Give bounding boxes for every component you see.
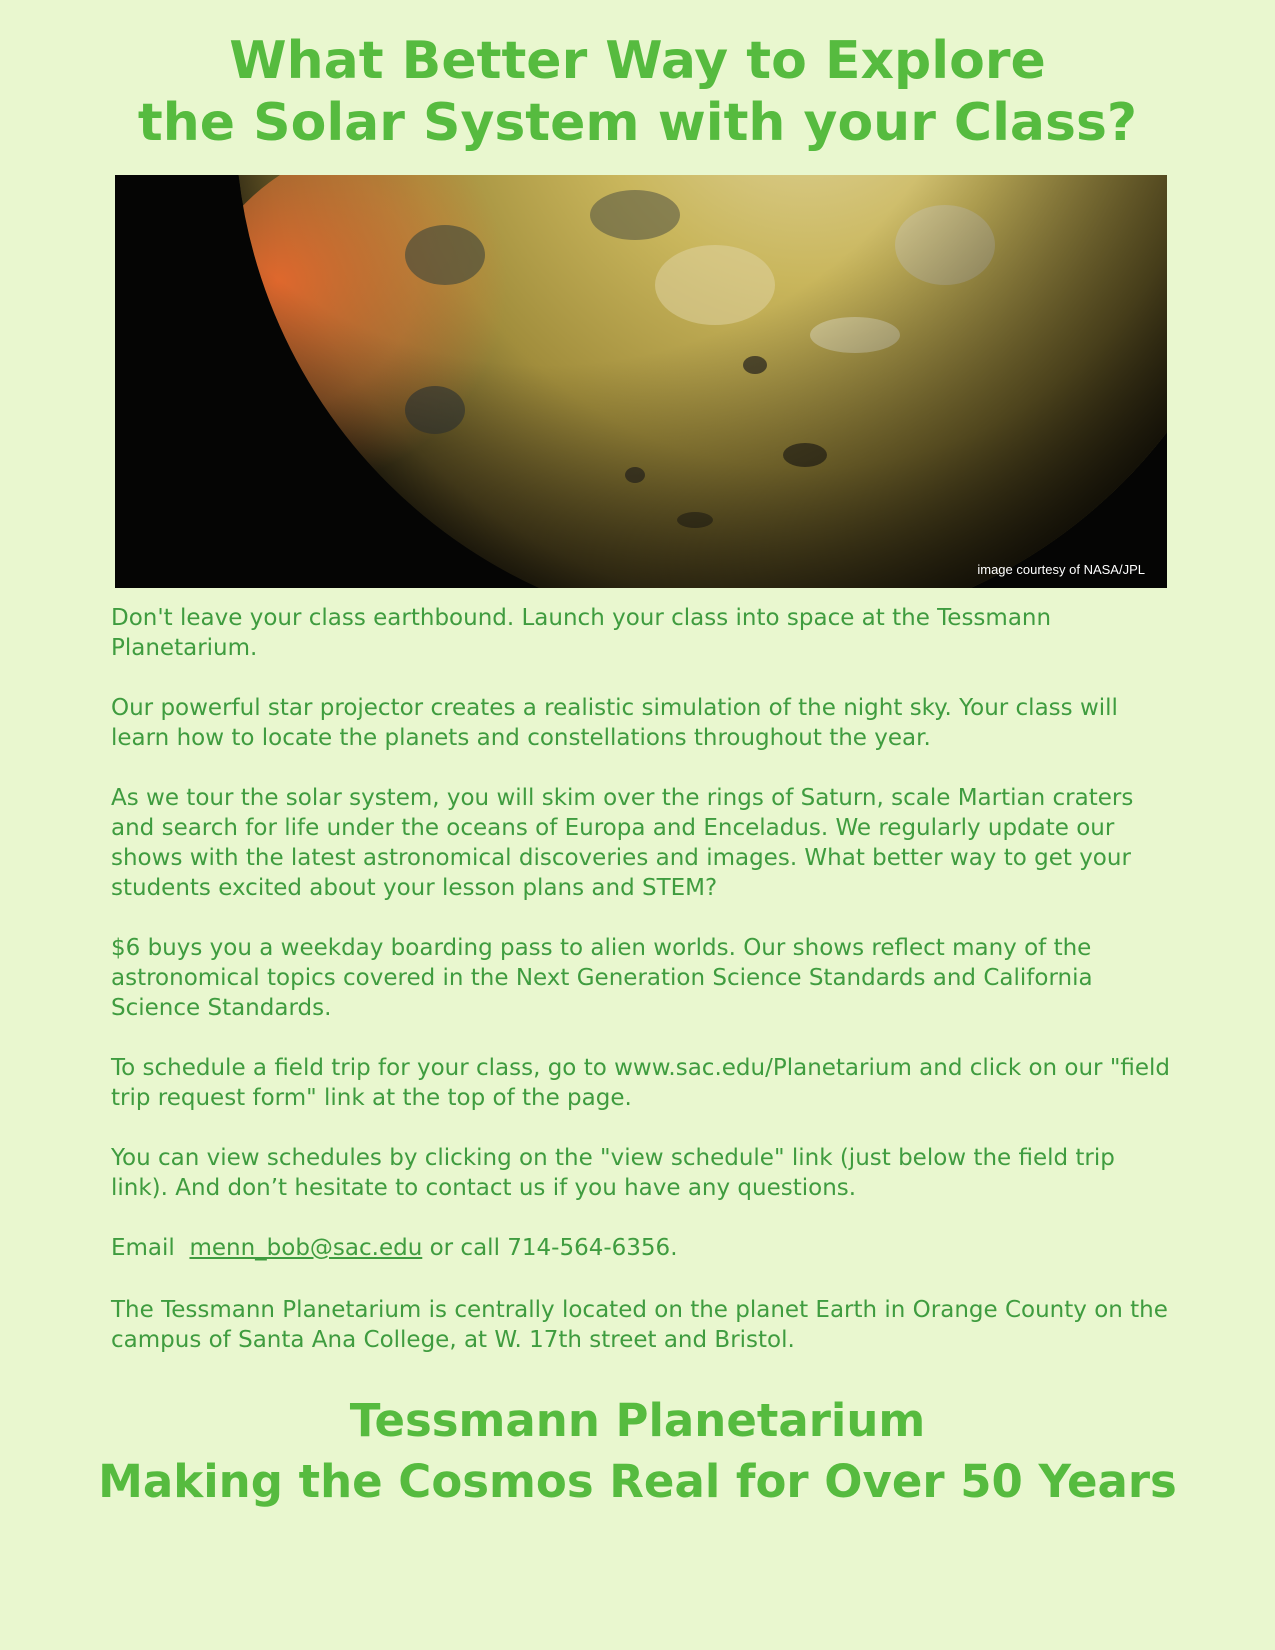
footer-line-1: Tessmann Planetarium [349, 1394, 926, 1447]
io-moon-image [115, 175, 1167, 588]
footer-line-2: Making the Cosmos Real for Over 50 Years [98, 1455, 1177, 1508]
image-credit: image courtesy of NASA/JPL [977, 562, 1145, 577]
hero-image [115, 175, 1167, 588]
phone-text: or call 714-564-6356. [429, 1235, 678, 1261]
paragraph-location: The Tessmann Planetarium is centrally located on the planet Earth in Orange County on the campus of Santa Ana College, at W. 17th street and Bristol. [111, 1297, 1168, 1353]
paragraph-view-schedule: You can view schedules by clicking on the "view schedule" link (just below the field trip link). And don’t hesitate to contact us if you have any questions. [111, 1145, 1115, 1201]
paragraph-star-projector: Our powerful star projector creates a realistic simulation of the night sky. Your class will learn how to locate the planets and constellations throughout the year. [111, 695, 1118, 751]
email-link[interactable]: menn_bob@sac.edu [189, 1235, 423, 1261]
paragraph-intro: Don't leave your class earthbound. Launch your class into space at the Tessmann Planetarium. [111, 605, 1052, 661]
body-copy [111, 603, 1171, 1355]
title-line-2: the Solar System with your Class? [137, 93, 1138, 153]
paragraph-contact [111, 1233, 1171, 1263]
title-line-1: What Better Way to Explore [229, 31, 1046, 91]
footer-tagline [0, 1390, 1275, 1512]
email-prefix: Email [111, 1235, 175, 1261]
paragraph-pricing: $6 buys you a weekday boarding pass to alien worlds. Our shows reflect many of the astronomical topics covered in the Next Generation Science Standards and California Science Standards. [111, 935, 1093, 1021]
paragraph-schedule-trip: To schedule a field trip for your class, go to www.sac.edu/Planetarium and click on our "field trip request form" link at the top of the page. [111, 1055, 1171, 1111]
paragraph-solar-tour: As we tour the solar system, you will skim over the rings of Saturn, scale Martian craters and search for life under the oceans of Europa and Enceladus. We regularly update our shows with the latest astronomical discoveries and images. What better way to get your students excited about your lesson plans and STEM? [111, 785, 1134, 901]
page-title [0, 30, 1275, 154]
